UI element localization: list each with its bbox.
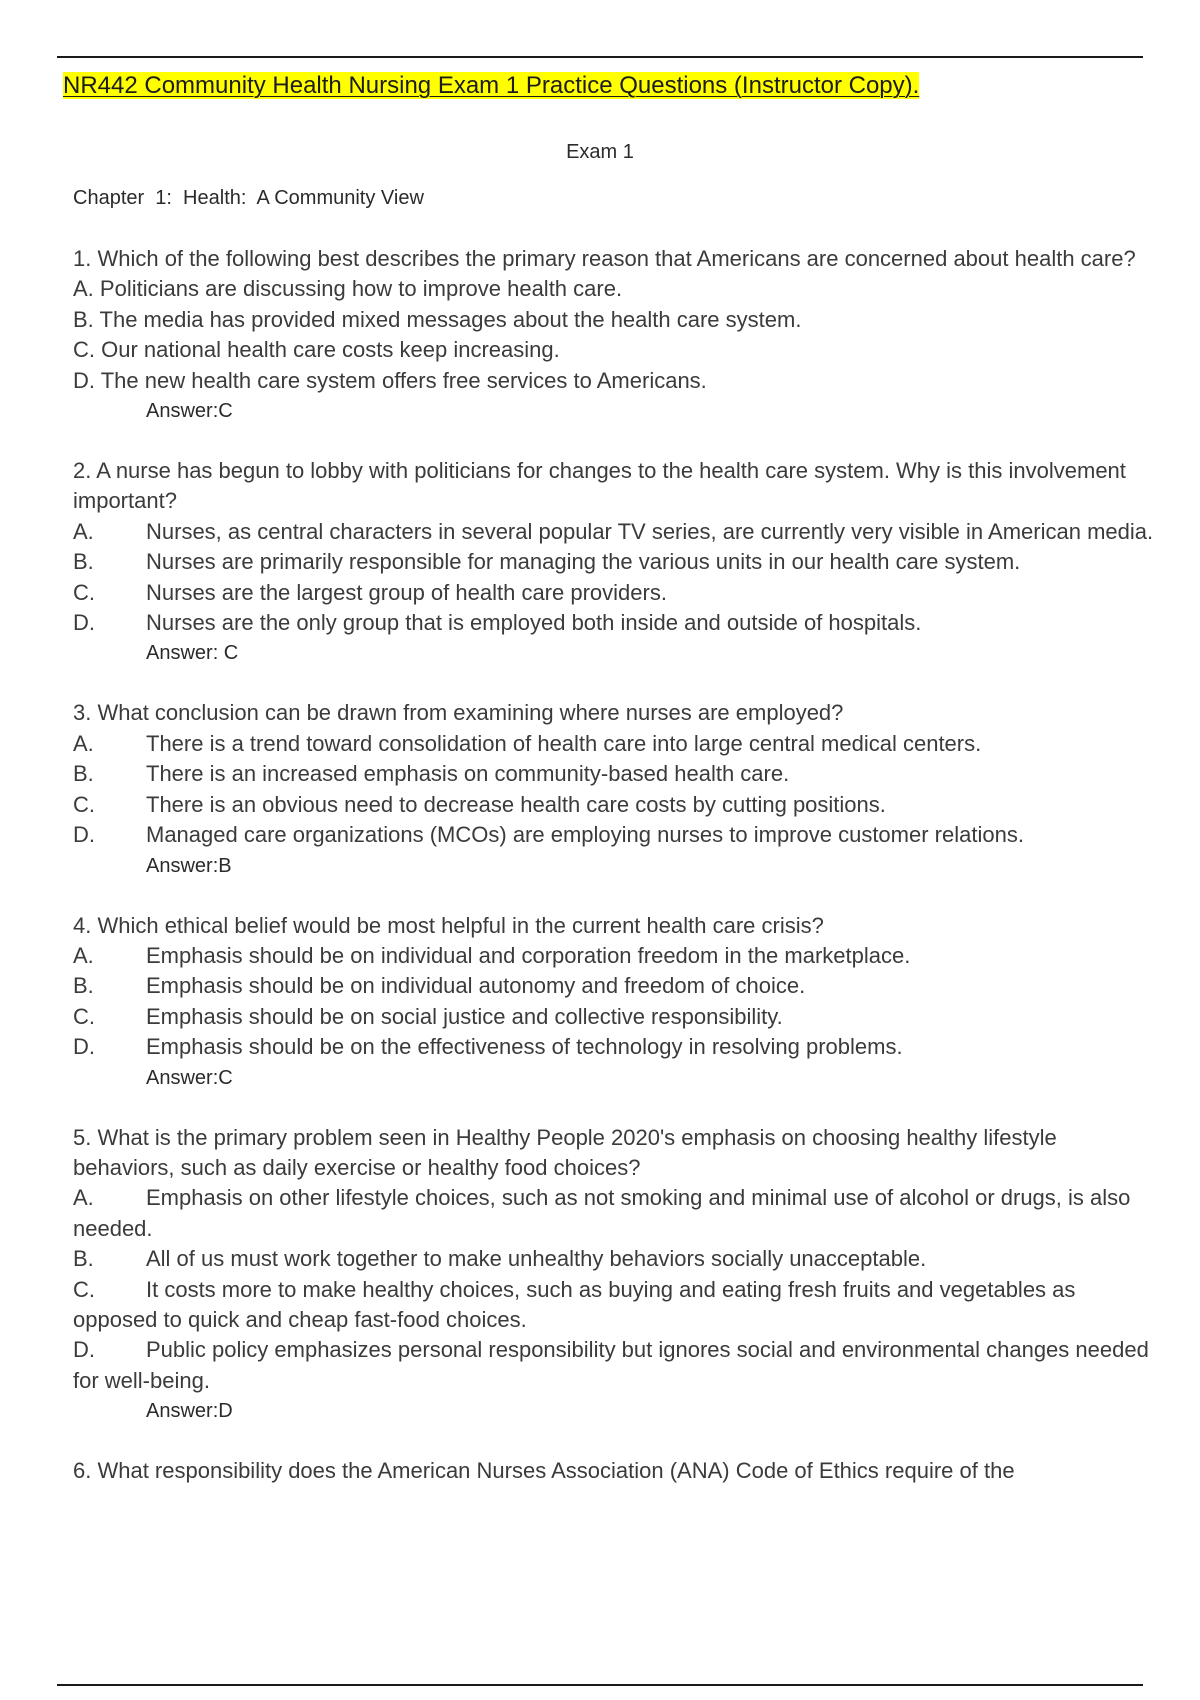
option-text: Emphasis should be on individual autonomy and freedom of choice.	[146, 973, 806, 999]
option-letter: C.	[73, 337, 95, 363]
exam-label: Exam 1	[566, 141, 634, 163]
question-5	[73, 1123, 1163, 1427]
option-letter: B.	[73, 761, 94, 787]
question-list	[73, 244, 1163, 1487]
option-text: All of us must work together to make unhealthy behaviors socially unacceptable.	[146, 1246, 927, 1272]
option-text: Our national health care costs keep increasing.	[101, 337, 560, 363]
question-1	[73, 244, 1163, 426]
answer-key: Answer: C	[146, 642, 239, 665]
answer-option	[73, 547, 1163, 577]
spacer	[73, 668, 1163, 698]
answer-option	[73, 608, 1163, 638]
option-text: Emphasis should be on the effectiveness of technology in resolving problems.	[146, 1034, 903, 1060]
bottom-rule	[57, 1684, 1143, 1686]
option-text: The media has provided mixed messages about the health care system.	[99, 306, 802, 332]
question-stem: 4. Which ethical belief would be most helpful in the current health care crisis?	[73, 912, 824, 938]
answer-option	[73, 1002, 1163, 1032]
option-letter: A.	[73, 276, 94, 302]
question-stem: 1. Which of the following best describes the primary reason that Americans are concerned about health care?	[73, 246, 1136, 271]
option-letter: D.	[73, 610, 95, 636]
option-text: Public policy emphasizes personal responsibility but ignores social and environmental changes needed for well-being.	[73, 1337, 1149, 1393]
option-letter: A.	[73, 1185, 94, 1211]
answer-option	[73, 1335, 1163, 1396]
option-letter: C.	[73, 791, 95, 817]
answer-key: Answer:C	[146, 400, 233, 423]
answer-option	[73, 1275, 1163, 1336]
option-text: There is a trend toward consolidation of health care into large central medical centers.	[146, 730, 982, 756]
question-3	[73, 698, 1163, 880]
spacer	[73, 1093, 1163, 1123]
answer-option	[73, 1183, 1163, 1244]
option-letter: C.	[73, 1276, 95, 1302]
option-letter: B.	[73, 306, 94, 332]
question-stem: 6. What responsibility does the American Nurses Association (ANA) Code of Ethics require of the	[73, 1458, 1015, 1484]
answer-option	[73, 274, 1163, 304]
option-text: Managed care organizations (MCOs) are employing nurses to improve customer relations.	[146, 822, 1024, 848]
question-6	[73, 1456, 1163, 1486]
answer-key: Answer:D	[146, 1400, 233, 1423]
document-title	[63, 71, 919, 101]
option-text: It costs more to make healthy choices, such as buying and eating fresh fruits and vegetables as opposed to quick and cheap fast-food choices.	[73, 1276, 1076, 1332]
option-letter: D.	[73, 1337, 95, 1363]
option-text: Nurses are the largest group of health care providers.	[146, 579, 667, 605]
option-letter: C.	[73, 579, 95, 605]
option-letter: B.	[73, 549, 94, 575]
option-text: Nurses, as central characters in several popular TV series, are currently very visible in American media.	[146, 518, 1154, 544]
answer-option	[73, 335, 1163, 365]
question-2	[73, 456, 1163, 668]
answer-option	[73, 305, 1163, 335]
answer-key: Answer:C	[146, 1066, 233, 1089]
option-letter: D.	[73, 1034, 95, 1060]
option-letter: D.	[73, 822, 95, 848]
option-letter: A.	[73, 730, 94, 756]
option-text: The new health care system offers free services to Americans.	[100, 367, 707, 393]
answer-option	[73, 941, 1163, 971]
top-rule	[57, 56, 1143, 58]
document-title-text: NR442 Community Health Nursing Exam 1 Practice Questions (Instructor Copy).	[63, 72, 920, 99]
spacer	[73, 426, 1163, 456]
option-text: Nurses are primarily responsible for managing the various units in our health care system.	[146, 549, 1021, 575]
answer-option	[73, 517, 1163, 547]
answer-option	[73, 578, 1163, 608]
option-letter: A.	[73, 518, 94, 544]
question-4	[73, 911, 1163, 1093]
option-text: Politicians are discussing how to improve health care.	[99, 276, 623, 302]
option-text: Emphasis should be on individual and corporation freedom in the marketplace.	[146, 942, 911, 968]
chapter-heading: Chapter 1: Health: A Community View	[73, 187, 424, 209]
option-letter: B.	[73, 973, 94, 999]
question-stem: 5. What is the primary problem seen in Healthy People 2020's emphasis on choosing healthy lifestyle behaviors, such as daily exercise or healthy food choices?	[73, 1124, 1057, 1180]
spacer	[73, 1426, 1163, 1456]
answer-option	[73, 1032, 1163, 1062]
option-letter: B.	[73, 1246, 94, 1272]
answer-option	[73, 790, 1163, 820]
answer-option	[73, 759, 1163, 789]
option-text: There is an increased emphasis on community-based health care.	[146, 761, 790, 787]
option-letter: C.	[73, 1003, 95, 1029]
question-stem: 2. A nurse has begun to lobby with politicians for changes to the health care system. Why is this involvement important?	[73, 458, 1126, 514]
option-letter: D.	[73, 367, 95, 393]
answer-key: Answer:B	[146, 854, 232, 877]
option-letter: A.	[73, 942, 94, 968]
answer-option	[73, 729, 1163, 759]
spacer	[73, 881, 1163, 911]
option-text: Emphasis should be on social justice and collective responsibility.	[146, 1003, 783, 1029]
answer-option	[73, 820, 1163, 850]
answer-option	[73, 1244, 1163, 1274]
option-text: There is an obvious need to decrease health care costs by cutting positions.	[146, 791, 886, 817]
question-stem: 3. What conclusion can be drawn from examining where nurses are employed?	[73, 700, 844, 726]
answer-option	[73, 971, 1163, 1001]
option-text: Emphasis on other lifestyle choices, such as not smoking and minimal use of alcohol or drugs, is also needed.	[73, 1185, 1131, 1241]
answer-option	[73, 366, 1163, 396]
option-text: Nurses are the only group that is employed both inside and outside of hospitals.	[146, 610, 922, 636]
